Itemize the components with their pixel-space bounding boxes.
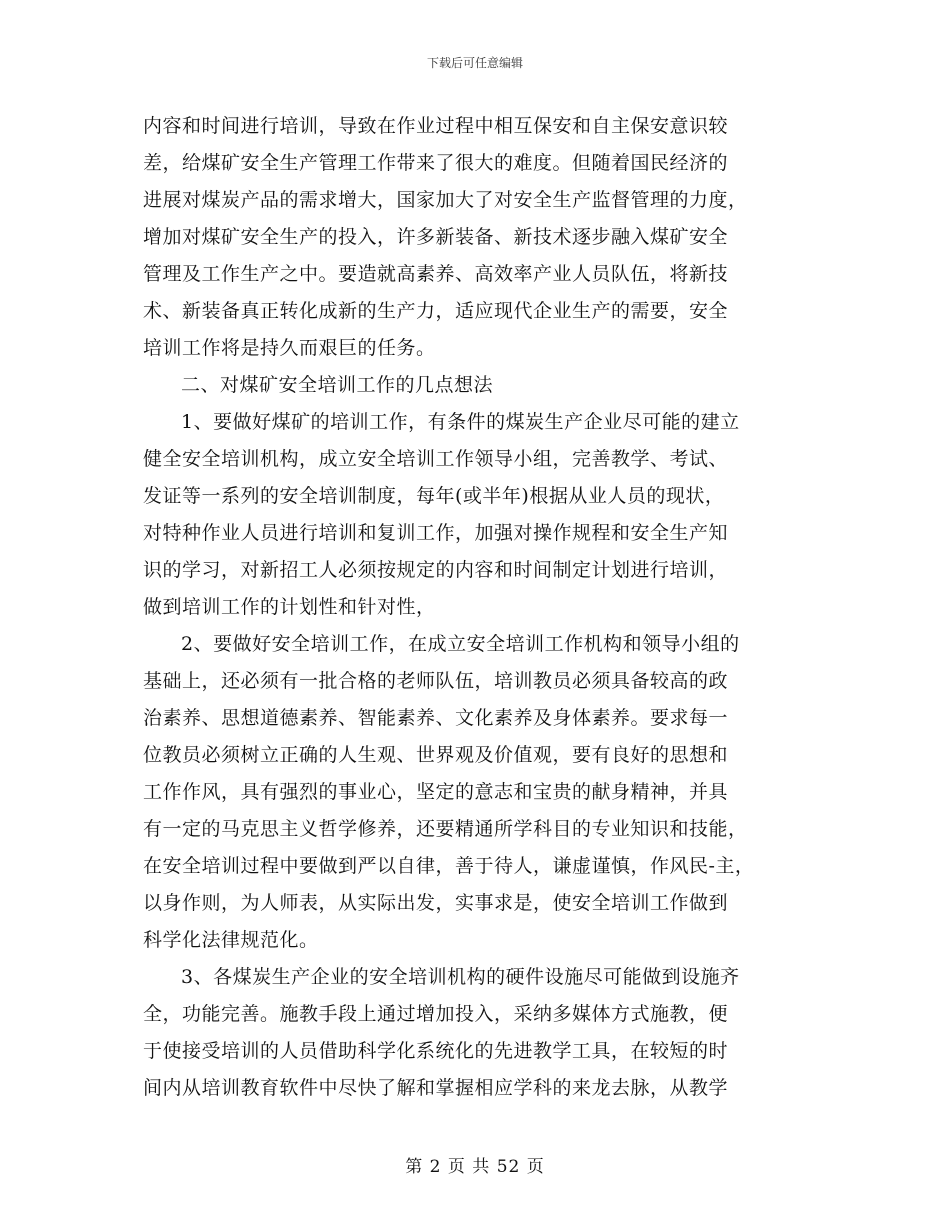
body-line: 培训工作将是持久而艰巨的任务。 (143, 337, 436, 359)
body-line: 3、各煤炭生产企业的安全培训机构的硬件设施尽可能做到设施齐 (181, 966, 740, 988)
body-line: 基础上，还必须有一批合格的老师队伍，培训教员必须具备较高的政 (143, 670, 729, 692)
body-line: 增加对煤矿安全生产的投入，许多新装备、新技术逐步融入煤矿安全 (143, 226, 729, 248)
body-line: 位教员必须树立正确的人生观、世界观及价值观，要有良好的思想和 (143, 744, 729, 766)
body-line: 全，功能完善。施教手段上通过增加投入，采纳多媒体方式施教，便 (143, 1003, 729, 1025)
body-line: 识的学习，对新招工人必须按规定的内容和时间制定计划进行培训， (143, 559, 729, 581)
body-line: 在安全培训过程中要做到严以自律，善于待人，谦虚谨慎，作风民-主， (143, 855, 755, 877)
body-line: 于使接受培训的人员借助科学化系统化的先进教学工具，在较短的时 (143, 1040, 729, 1062)
section-heading: 二、对煤矿安全培训工作的几点想法 (181, 374, 494, 396)
body-line: 内容和时间进行培训，导致在作业过程中相互保安和自主保安意识较 (143, 115, 729, 137)
page-number-footer: 第 2 页 共 52 页 (405, 1157, 545, 1177)
body-line: 1、要做好煤矿的培训工作，有条件的煤炭生产企业尽可能的建立 (181, 411, 740, 433)
body-line: 有一定的马克思主义哲学修养，还要精通所学科目的专业知识和技能， (143, 818, 748, 840)
body-line: 术、新装备真正转化成新的生产力，适应现代企业生产的需要，安全 (143, 300, 729, 322)
body-line: 做到培训工作的计划性和针对性， (143, 596, 436, 618)
body-line: 管理及工作生产之中。要造就高素养、高效率产业人员队伍，将新技 (143, 263, 729, 285)
body-line: 间内从培训教育软件中尽快了解和掌握相应学科的来龙去脉，从教学 (143, 1077, 729, 1099)
body-line: 对特种作业人员进行培训和复训工作，加强对操作规程和安全生产知 (143, 522, 729, 544)
body-line: 差，给煤矿安全生产管理工作带来了很大的难度。但随着国民经济的 (143, 152, 729, 174)
body-line: 工作作风，具有强烈的事业心，坚定的意志和宝贵的献身精神，并具 (143, 781, 729, 803)
body-line: 以身作则，为人师表，从实际出发，实事求是，使安全培训工作做到 (143, 892, 729, 914)
page-header: 下载后可任意编辑 (426, 56, 523, 70)
body-line: 治素养、思想道德素养、智能素养、文化素养及身体素养。要求每一 (143, 707, 729, 729)
body-line: 2、要做好安全培训工作，在成立安全培训工作机构和领导小组的 (181, 633, 740, 655)
body-line: 进展对煤炭产品的需求增大，国家加大了对安全生产监督管理的力度， (143, 189, 748, 211)
body-line: 健全安全培训机构，成立安全培训工作领导小组，完善教学、考试、 (143, 448, 729, 470)
body-line: 发证等一系列的安全培训制度，每年(或半年)根据从业人员的现状， (143, 485, 725, 507)
body-line: 科学化法律规范化。 (143, 929, 319, 951)
